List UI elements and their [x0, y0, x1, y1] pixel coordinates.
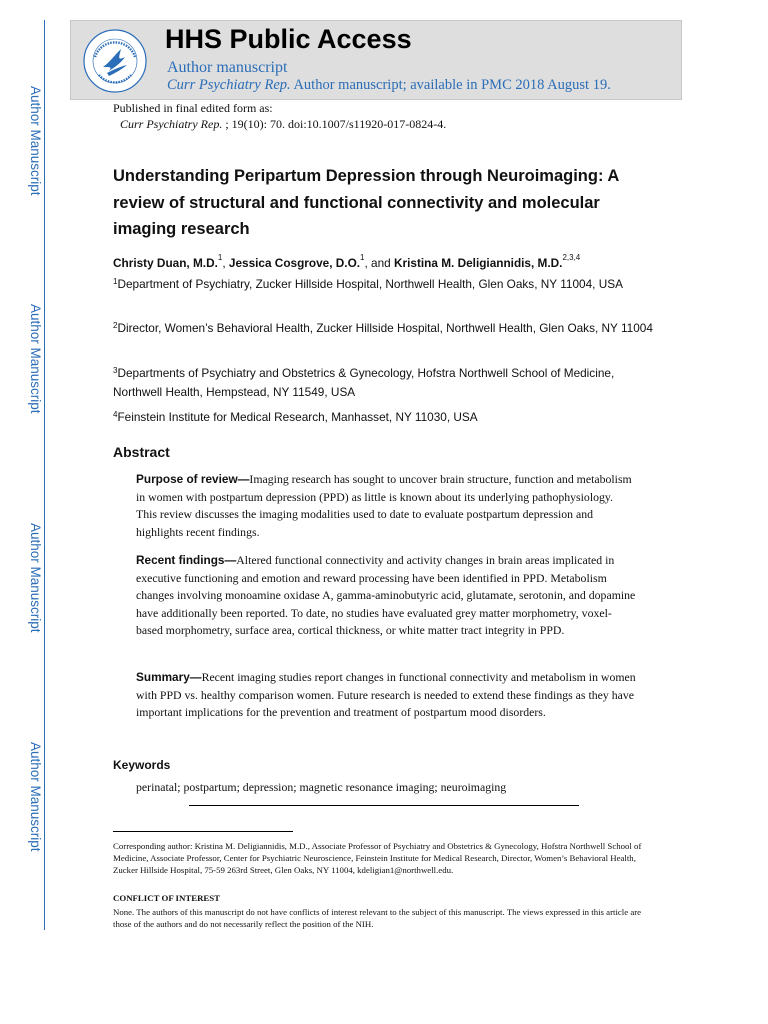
author-sep: , [222, 256, 229, 270]
summary-lead: Summary— [136, 670, 202, 684]
hhs-eagle-seal-icon [81, 27, 149, 95]
conflict-of-interest-text: None. The authors of this manuscript do not have conflicts of interest relevant to the subject of this manuscript. The views expressed in this article are those of the authors and do not necessarily reflect the position of the NIH. [113, 907, 642, 930]
affiliation [113, 275, 658, 294]
author-manuscript-subtitle: Author manuscript [167, 59, 288, 76]
corresponding-author-note: Corresponding author: Kristina M. Deligiannidis, M.D., Associate Professor of Psychiatry and Obstetrics & Gynecology, Hofstra Northwell School of Medicine, Associate Professor, Center for Psychiatric Neuroscience, Feinstein Institute for Medical Research, Director, Women’s Behavioral Health, Zucker Hillside Hospital, 75-59 263rd Street, Glen Oaks, NY 11004, kdeligian1@northwell.edu. [113, 841, 642, 876]
side-rule [44, 20, 45, 930]
citation-details: ; 19(10): 70. doi:10.1007/s11920-017-0824-4. [222, 117, 447, 131]
affiliation-text: Departments of Psychiatry and Obstetrics & Gynecology, Hofstra Northwell School of Medicine, Northwell Health, Hempstead, NY 11549, USA [113, 366, 615, 399]
purpose-text: Imaging research has sought to uncover brain structure, function and metabolism in women with postpartum depression (PPD) as little is known about its underlying pathophysiology. This review discusses the imaging modalities used to date to evaluate postpartum depression and highlights recent findings. [136, 472, 632, 539]
side-label-author-manuscript: Author Manuscript [28, 304, 43, 414]
author-name: Christy Duan, M.D. [113, 256, 218, 270]
journal-name: Curr Psychiatry Rep. [167, 77, 291, 93]
journal-availability [167, 77, 611, 94]
affiliation-text: Department of Psychiatry, Zucker Hillside Hospital, Northwell Health, Glen Oaks, NY 11004, USA [117, 277, 623, 291]
summary-text: Recent imaging studies report changes in functional connectivity and metabolism in women with PPD vs. healthy comparison women. Future research is needed to extend these findings as they have important implications for the prevention and treatment of postpartum mood disorders. [136, 670, 636, 719]
published-info [113, 100, 446, 132]
affiliation [113, 408, 658, 427]
affiliation-text: Director, Women’s Behavioral Health, Zucker Hillside Hospital, Northwell Health, Glen Oaks, NY 11004 [117, 321, 653, 335]
abstract-findings [136, 552, 636, 640]
affiliation-number: 2 [113, 321, 118, 330]
author-list [113, 253, 581, 270]
hhs-public-access-title: HHS Public Access [165, 24, 412, 54]
findings-lead: Recent findings— [136, 553, 237, 567]
affiliation-text: Feinstein Institute for Medical Research, Manhasset, NY 11030, USA [117, 410, 478, 424]
findings-text: Altered functional connectivity and activity changes in brain areas implicated in executive functioning and emotion and reward processing have been identified in PPD. Metabolism changes involving monoamine oxidase A, gamma-aminobutyric acid, glutamate, serotonin, and dopamine have additionally been reported. To date, no studies have evaluated grey matter morphometry, voxel-based morphometry, surface area, cortical thickness, or white matter tract integrity in PPD. [136, 553, 636, 637]
side-label-author-manuscript: Author Manuscript [28, 523, 43, 633]
side-label-author-manuscript: Author Manuscript [28, 86, 43, 196]
author-sep: , and [364, 256, 394, 270]
citation [113, 116, 446, 132]
side-label-author-manuscript: Author Manuscript [28, 742, 43, 852]
author-affil-sup: 1 [360, 253, 365, 262]
published-label: Published in final edited form as: [113, 101, 273, 115]
article-title: Understanding Peripartum Depression through Neuroimaging: A review of structural and functional connectivity and molecular imaging research [113, 167, 619, 238]
author-affil-sup: 1 [217, 253, 223, 262]
affiliation-number: 1 [113, 277, 118, 286]
keywords-heading: Keywords [113, 758, 171, 772]
author-affil-sup: 2,3,4 [562, 253, 581, 262]
conflict-of-interest-heading: CONFLICT OF INTEREST [113, 893, 221, 903]
abstract-summary [136, 669, 636, 722]
author-name: Jessica Cosgrove, D.O. [228, 256, 361, 270]
citation-journal: Curr Psychiatry Rep. [120, 117, 223, 131]
author-name: Kristina M. Deligiannidis, M.D. [394, 256, 563, 270]
affiliation [113, 319, 658, 338]
abstract-heading: Abstract [113, 444, 170, 460]
affiliation-number: 4 [113, 410, 118, 419]
section-divider [189, 805, 579, 806]
affiliation [113, 364, 658, 402]
hhs-header [70, 20, 682, 100]
keywords-list: perinatal; postpartum; depression; magnetic resonance imaging; neuroimaging [136, 780, 507, 794]
abstract-purpose [136, 471, 636, 541]
availability-text: Author manuscript; available in PMC 2018 August 19. [290, 77, 611, 93]
purpose-lead: Purpose of review— [136, 472, 250, 486]
affiliation-number: 3 [113, 366, 118, 375]
footnote-divider [113, 831, 293, 832]
